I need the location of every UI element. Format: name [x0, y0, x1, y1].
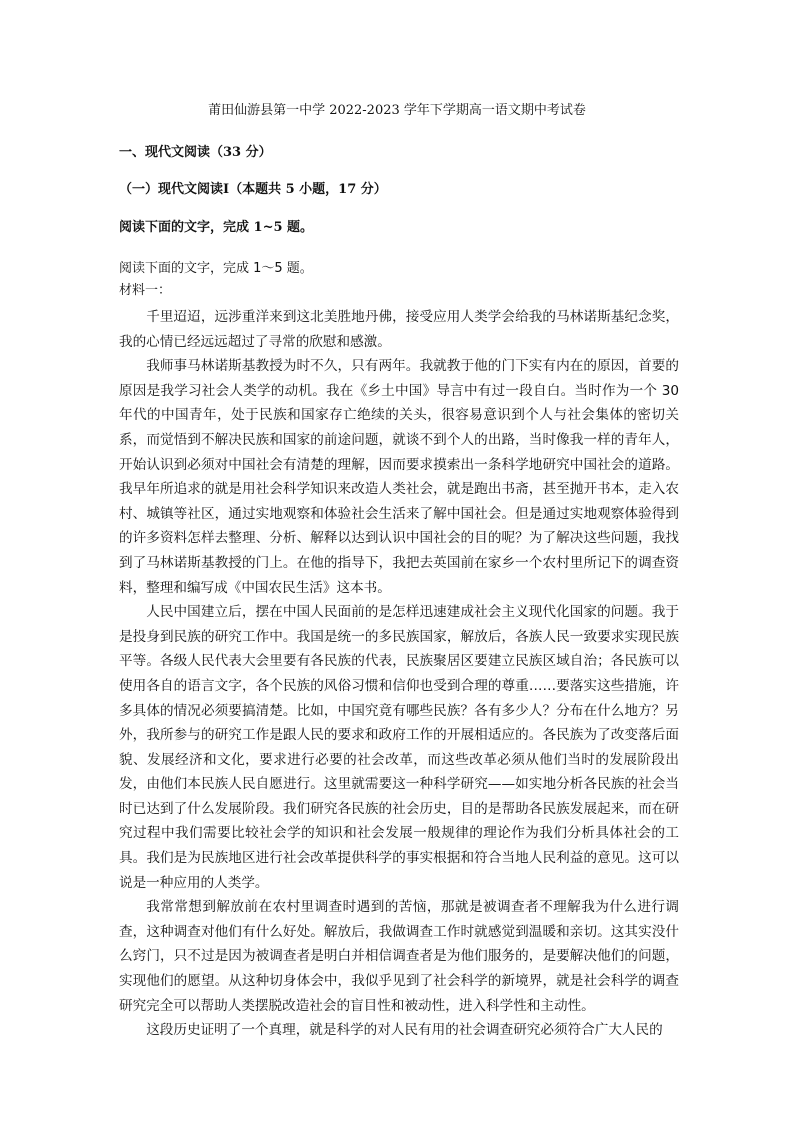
instruction-plain: 阅读下面的文字，完成 1～5 题。	[119, 261, 313, 276]
section-heading: 一、现代文阅读（33 分）	[119, 145, 272, 160]
material-body	[119, 305, 679, 1043]
exam-title: 莆田仙游县第一中学 2022-2023 学年下学期高一语文期中考试卷	[208, 103, 586, 118]
paragraph: 我常常想到解放前在农村里调查时遇到的苦恼，那就是被调查者不理解我为什么进行调查，这种调查对他们有什么好处。解放后，我做调查工作时就感觉到温暖和亲切。这其实没什么窍门，只不过是因为被调查者是明白并相信调查者是为他们服务的，是要解决他们的问题，实现他们的愿望。从这种切身体会中，我似乎见到了社会科学的新境界，就是社会科学的调查研究完全可以帮助人类摆脱改造社会的盲目性和被动性，进入科学性和主动性。	[119, 899, 679, 1014]
paragraph: 人民中国建立后，摆在中国人民面前的是怎样迅速建成社会主义现代化国家的问题。我于是投身到民族的研究工作中。我国是统一的多民族国家，解放后，各族人民一致要求实现民族平等。各级人民代表大会里要有各民族的代表，民族聚居区要建立民族区域自治；各民族可以使用各自的语言文字，各个民族的风俗习惯和信仰也受到合理的尊重……要落实这些措施，许多具体的情况必须要搞清楚。比如，中国究竟有哪些民族？各有多少人？分布在什么地方？另外，我所参与的研究工作是跟人民的要求和政府工作的开展相适应的。各民族为了改变落后面貌、发展经济和文化，要求进行必要的社会改革，而这些改革必须从他们当时的发展阶段出发，由他们本民族人民自愿进行。这里就需要这一种科学研究——如实地分析各民族的社会当时已达到了什么发展阶段。我们研究各民族的社会历史，目的是帮助各民族发展起来，而在研究过程中我们需要比较社会学的知识和社会发展一般规律的理论作为我们分析具体社会的工具。我们是为民族地区进行社会改革提供科学的事实根据和符合当地人民利益的意见。这可以说是一种应用的人类学。	[119, 604, 679, 891]
material-label: 材料一：	[119, 283, 172, 298]
paragraph: 我师事马林诺斯基教授为时不久，只有两年。我就教于他的门下实有内在的原因，首要的原因是我学习社会人类学的动机。我在《乡土中国》导言中有过一段自白。当时作为一个 30 年代的中国青年，处于民族和国家存亡绝续的关头，很容易意识到个人与社会集体的密切关系，而觉悟到不解决民族和国家的前途问题，就谈不到个人的出路，当时像我一样的青年人，开始认识到必须对中国社会有清楚的理解，因而要求摸索出一条科学地研究中国社会的道路。我早年所追求的就是用社会科学知识来改造人类社会，就是跑出书斋，甚至抛开书本，走入农村、城镇等社区，通过实地观察和体验社会生活来了解中国社会。但是通过实地观察体验得到的许多资料怎样去整理、分析、解释以达到认识中国社会的目的呢？为了解决这些问题，我找到了马林诺斯基教授的门上。在他的指导下，我把去英国前在家乡一个农村里所记下的调查资料，整理和编写成《中国农民生活》这本书。	[119, 358, 679, 596]
paragraph: 这段历史证明了一个真理，就是科学的对人民有用的社会调查研究必须符合广大人民的	[146, 1022, 663, 1039]
instruction-bold: 阅读下面的文字，完成 1~5 题。	[119, 220, 314, 235]
paragraph: 千里迢迢，远涉重洋来到这北美胜地丹佛，接受应用人类学会给我的马林诺斯基纪念奖，我的心情已经远远超过了寻常的欣慰和感激。	[119, 309, 679, 350]
subsection-heading: （一）现代文阅读Ⅰ（本题共 5 小题，17 分）	[119, 182, 387, 197]
